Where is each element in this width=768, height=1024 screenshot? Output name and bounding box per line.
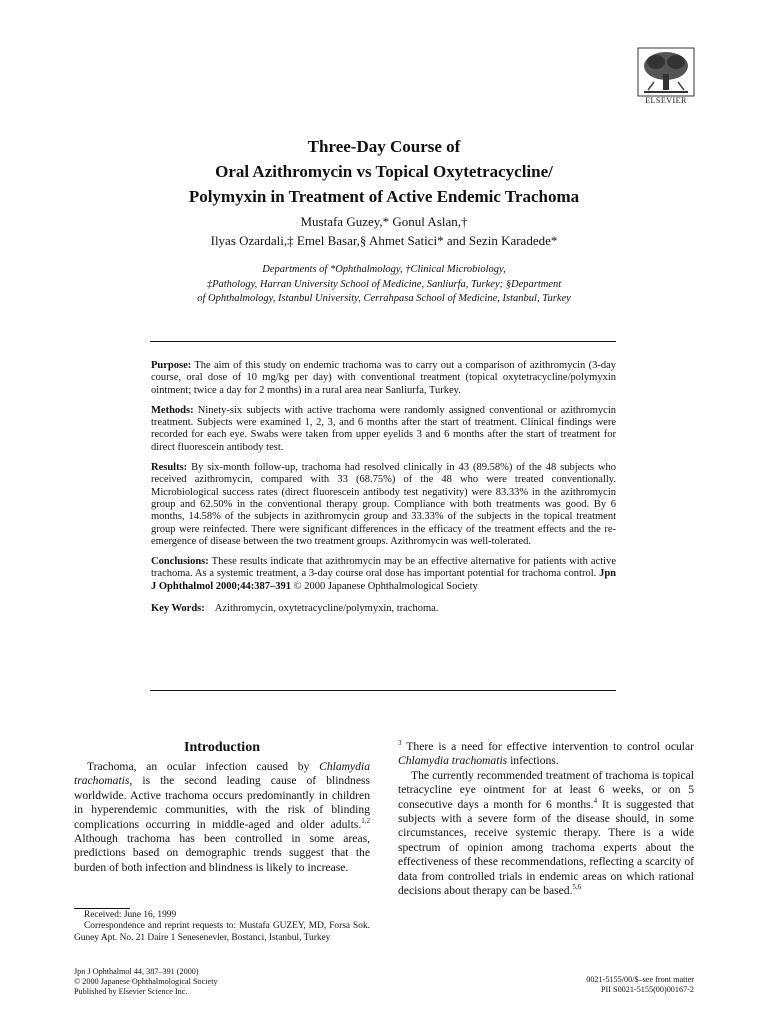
- conclusions-text: These results indicate that azithromycin may be an effective alternative for patients with active trachoma. As a systemic treatment, a 3-day course oral dose has important potential for trachoma control.: [151, 556, 616, 580]
- title-line: Three-Day Course of: [307, 137, 461, 156]
- journal-footer: [74, 967, 218, 997]
- affiliation-line: ‡Pathology, Harran University School of Medicine, Sanliurfa, Turkey; §Department: [206, 278, 562, 290]
- affiliation-line: Departments of *Ophthalmology, †Clinical Microbiology,: [262, 264, 506, 275]
- body-column-right: [398, 740, 694, 898]
- italic-term: Chlamydia trachomatis: [398, 754, 508, 768]
- text-run: Trachoma, an ocular infection caused by: [87, 760, 320, 773]
- title-line: Oral Azithromycin vs Topical Oxytetracycline/: [215, 162, 553, 181]
- author-line: Mustafa Guzey,* Gonul Aslan,†: [300, 214, 468, 229]
- abstract-bottom-rule: [150, 690, 616, 691]
- body-column-left: [74, 740, 370, 875]
- footer-line: PII S0021-5155(00)00167-2: [600, 985, 694, 994]
- abstract-methods: [151, 405, 616, 454]
- section-heading: Introduction: [184, 740, 260, 755]
- footnote-rule: [74, 908, 130, 909]
- text-run: It is suggested that subjects with a severe form of the disease should, in some circumstances, receive systemic therapy. There is a wide spectrum of opinion among trachoma experts about the effectiveness of these recommendations, reflecting a scarcity of data from controlled trials in endemic areas on which rational decisions about therapy can be based.: [398, 797, 694, 898]
- abstract-keywords: [151, 603, 616, 615]
- methods-text: Ninety-six subjects with active trachoma were randomly assigned conventional or azithromycin treatment. Subjects were examined 1, 2, 3, and 6 months after the start of treatment. Clinical findings were recorded for each eye. Swabs were taken from upper eyelids 3 and 6 months after the start of treatment for direct fluorescein antibody test.: [151, 404, 616, 453]
- intro-paragraph-2: [398, 769, 694, 899]
- methods-label: Methods:: [151, 404, 194, 416]
- abstract: [151, 360, 616, 623]
- keywords-label: Key Words:: [151, 603, 205, 615]
- italic-term: Chlamydia trachomatis: [74, 760, 370, 788]
- footer-line: Published by Elsevier Science Inc.: [74, 987, 188, 996]
- conclusions-label: Conclusions:: [151, 556, 209, 568]
- journal-citation: Jpn J Ophthalmol 2000;44:387–391: [151, 568, 616, 592]
- text-run: infections.: [507, 754, 559, 768]
- footer-line: Jpn J Ophthalmol 44, 387–391 (2000): [74, 967, 199, 976]
- author-line: Ilyas Ozardali,‡ Emel Basar,§ Ahmet Satici* and Sezin Karadede*: [210, 233, 558, 248]
- intro-paragraph-1-continued: [398, 740, 694, 769]
- received-date: Received: June 16, 1999: [84, 910, 177, 920]
- footer-line: © 2000 Japanese Ophthalmological Society: [74, 977, 218, 986]
- results-label: Results:: [151, 462, 188, 474]
- intro-paragraph-1-part: [74, 760, 370, 875]
- keywords-text: Azithromycin, oxytetracycline/polymyxin, trachoma.: [214, 603, 439, 615]
- author-list: [100, 212, 668, 250]
- reference-superscript: 5,6: [572, 883, 582, 892]
- affiliation-line: of Ophthalmology, Istanbul University, Cerrahpasa School of Medicine, Istanbul, Turkey: [197, 293, 571, 304]
- abstract-results: [151, 462, 616, 548]
- reference-superscript: 4: [593, 796, 598, 805]
- reference-superscript: 3: [398, 739, 402, 748]
- affiliations: [100, 263, 668, 307]
- title-line: Polymyxin in Treatment of Active Endemic Trachoma: [188, 187, 580, 206]
- correspondence-address: Correspondence and reprint requests to: Mustafa GUZEY, MD, Forsa Sok. Guney Apt. No. 21 Daire 1 Senesenevler, Bostanci, Istanbul, Turkey: [74, 921, 370, 943]
- results-text: By six-month follow-up, trachoma had resolved clinically in 43 (89.58%) of the 48 subjects who received azithromycin, compared with 33 (68.75%) of the 48 who were treated conventionally. Microbiological success rates (direct fluorescein antibody test negativity) were 83.33% in the azithromycin group and 62.50% in the conventional therapy group. Compliance with both treatments was good. By 6 months, 14.58% of the subjects in azithromycin group and 33.33% of the subjects in the topical treatment group were reinfected. There were significant differences in the efficacy of the treatment effects and the re-emergence of disease between the two treatment groups. Azithromycin was well-tolerated.: [151, 462, 616, 547]
- purpose-text: The aim of this study on endemic trachoma was to carry out a comparison of azithromycin (3-day course, oral dose of 10 mg/kg per day) with conventional treatment (topical oxytetracycline/polymyxin ointment; twice a day for 2 months) in a rural area near Sanliurfa, Turkey.: [151, 360, 616, 396]
- copyright-text: © 2000 Japanese Ophthalmological Society: [291, 580, 478, 592]
- footnote: [74, 910, 370, 944]
- text-run: The currently recommended treatment of trachoma is topical tetracycline eye ointment for at least 6 weeks, or on 5 consecutive days a month for 6 months.: [398, 768, 694, 811]
- text-run: Although trachoma has been controlled in some areas, predictions based on demographic trends suggest that the burden of both infection and blindness is likely to increase.: [74, 832, 370, 874]
- text-run: There is a need for effective intervention to control ocular: [401, 740, 694, 753]
- text-run: , is the second leading cause of blindness worldwide. Active trachoma occurs predominantly in children in hyperendemic communities, with the risk of blinding complications occurring in middle-aged and older adults.: [74, 774, 370, 831]
- article-title: [100, 134, 668, 209]
- footer-line: 0021-5155/00/$–see front matter: [586, 975, 694, 984]
- publisher-name: ELSEVIER: [645, 96, 687, 105]
- purpose-label: Purpose:: [151, 360, 192, 371]
- abstract-purpose: [151, 360, 616, 397]
- abstract-conclusions: [151, 556, 616, 593]
- article-identifiers: [586, 975, 694, 995]
- abstract-top-rule: [150, 341, 616, 342]
- reference-superscript: 1,2: [361, 816, 370, 825]
